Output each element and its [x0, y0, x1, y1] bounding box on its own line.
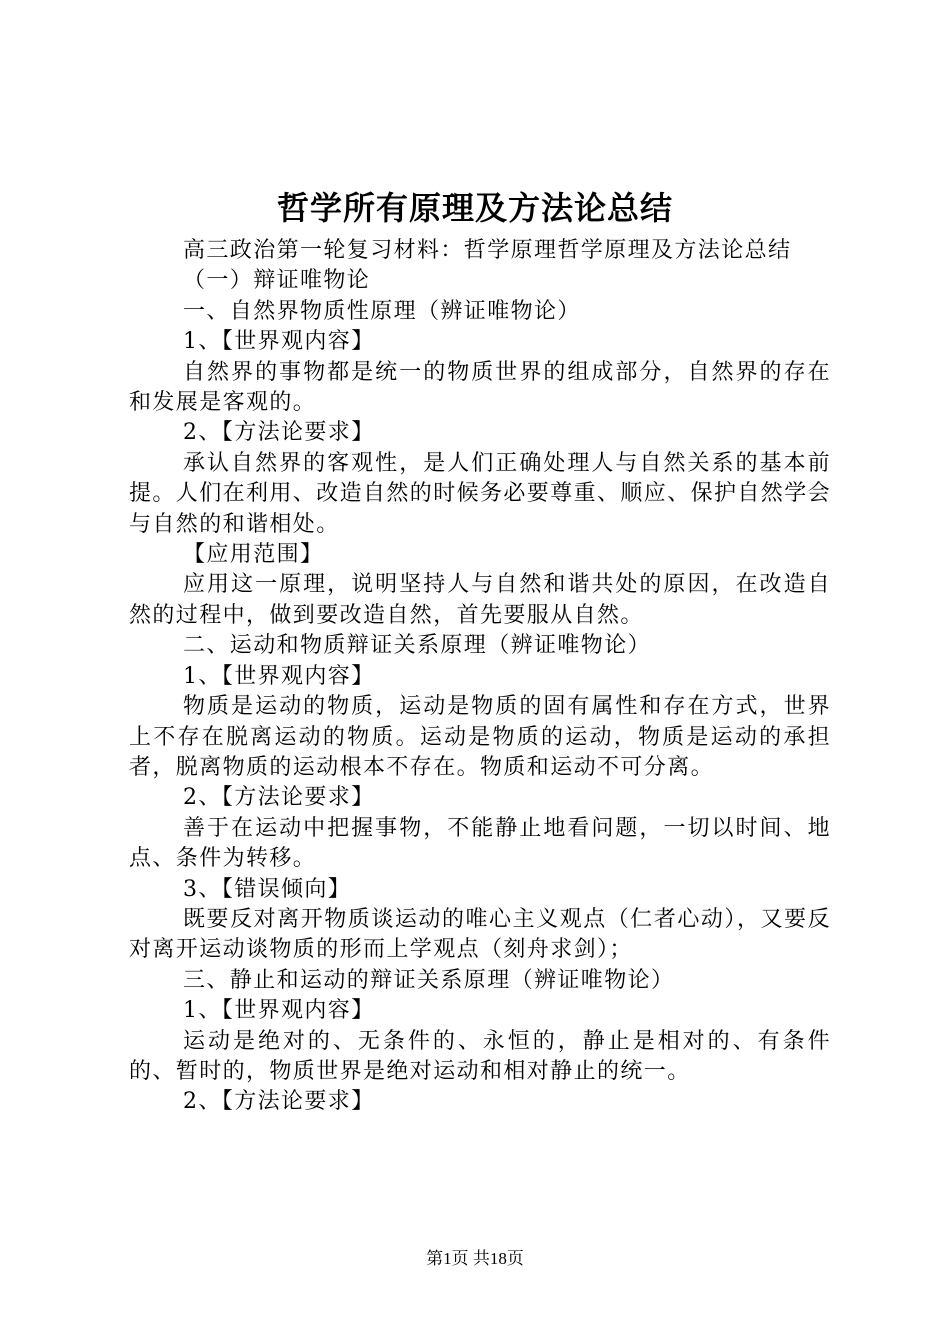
paragraph: 承认自然界的客观性，是人们正确处理人与自然关系的基本前提。人们在利用、改造自然的时候务必要尊重、顺应、保护自然学会与自然的和谐相处。: [129, 450, 832, 537]
subsection-heading: 三、静止和运动的辩证关系原理（辨证唯物论）: [183, 967, 675, 993]
paragraph: 运动是绝对的、无条件的、永恒的，静止是相对的、有条件的、暂时的，物质世界是绝对运动和相对静止的统一。: [129, 1028, 831, 1084]
paragraph: 善于在运动中把握事物，不能静止地看问题，一切以时间、地点、条件为转移。: [129, 815, 831, 872]
document-title: 哲学所有原理及方法论总结: [276, 189, 673, 227]
paragraph: 高三政治第一轮复习材料：哲学原理哲学原理及方法论总结: [183, 238, 792, 263]
subsection-heading: 一、自然界物质性原理（辨证唯物论）: [183, 298, 581, 324]
paragraph: 物质是运动的物质，运动是物质的固有属性和存在方式，世界上不存在脱离运动的物质。运动是物质的运动，物质是运动的承担者，脱离物质的运动根本不存在。物质和运动不可分离。: [129, 694, 831, 780]
paragraph: 应用这一原理，说明坚持人与自然和谐共处的原因，在改造自然的过程中，做到要改造自然，首先要服从自然。: [129, 572, 831, 628]
item-heading: 2、【方法论要求】: [183, 1089, 375, 1115]
paragraph: 既要反对离开物质谈运动的唯心主义观点（仁者心动），又要反对离开运动谈物质的形而上学观点（刻舟求剑）；: [129, 906, 831, 963]
paragraph: 自然界的事物都是统一的物质世界的组成部分，自然界的存在和发展是客观的。: [129, 359, 831, 416]
section-heading: （一）辩证唯物论: [183, 268, 371, 294]
item-heading: 2、【方法论要求】: [183, 420, 375, 446]
item-heading: 2、【方法论要求】: [183, 785, 375, 811]
item-heading: 【应用范围】: [183, 542, 324, 568]
subsection-heading: 二、运动和物质辩证关系原理（辨证唯物论）: [183, 633, 652, 659]
item-heading: 1、【世界观内容】: [183, 998, 375, 1024]
item-heading: 1、【世界观内容】: [183, 663, 375, 689]
item-heading: 1、【世界观内容】: [183, 329, 375, 355]
page-number-footer: 第1页 共18页: [426, 1249, 524, 1268]
document-body: [129, 236, 831, 1118]
item-heading: 3、【错误倾向】: [183, 876, 352, 902]
